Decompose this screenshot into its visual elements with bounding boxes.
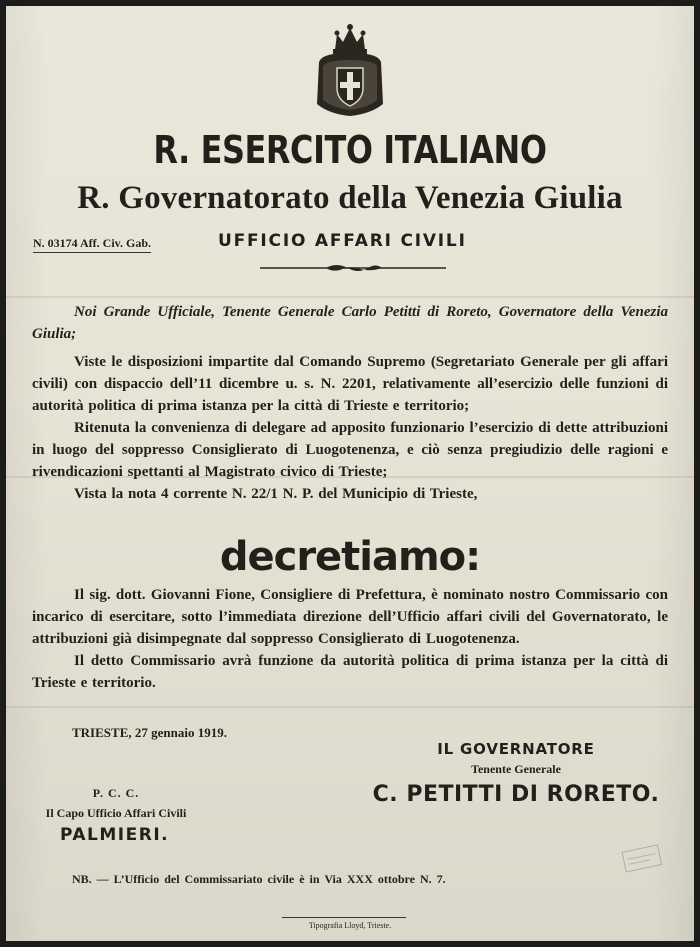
date-line: TRIESTE, 27 gennaio 1919. — [72, 725, 227, 740]
office-chief-signature: PALMIERI. — [60, 825, 170, 845]
intro-text: Noi Grande Ufficiale, Tenente Generale Carlo Petitti di Roreto, Governatore della Venezia Giulia; — [32, 304, 668, 342]
office-chief-role: Il Capo Ufficio Affari Civili — [45, 806, 187, 820]
decree-heading: decretiamo: — [219, 534, 481, 580]
paper-fold — [6, 296, 694, 298]
office-title: UFFICIO AFFARI CIVILI — [218, 231, 467, 251]
consideration-paragraph: Viste le disposizioni impartite dal Comando Supremo (Segretariato Generale per gli affari civili) con dispaccio dell’11 dicembre u. s. N. 2201, relativamente all’esercizio delle funzioni di autorità politica di prima istanza per la città di Trieste e territorio; — [32, 354, 668, 414]
paper-fold — [6, 706, 694, 708]
pcc-label: P. C. C. — [92, 786, 140, 800]
consideration-paragraph: Vista la nota 4 corrente N. 22/1 N. P. del Municipio di Trieste, — [74, 486, 478, 502]
ornament-divider-icon — [260, 263, 446, 273]
address-note: NB. — L’Ufficio del Commissariato civile è in Via XXX ottobre N. 7. — [72, 872, 446, 886]
decree-paragraph: Il detto Commissario avrà funzione da autorità politica di prima istanza per la città di Trieste e territorio. — [32, 653, 668, 691]
printer-rule — [282, 917, 406, 918]
printer-imprint: Tipografia Lloyd, Trieste. — [308, 921, 392, 930]
faded-stamp-icon — [617, 839, 670, 878]
consideration-paragraph: Ritenuta la convenienza di delegare ad apposito funzionario l’esercizio di dette attribuzioni in luogo del soppresso Consiglierato di Luogotenenza, e ciò senza pregiudizio delle ragioni e rivendicazioni spettanti al Magistrato civico di Trieste; — [32, 420, 668, 480]
heading-army: R. ESERCITO ITALIANO — [153, 128, 547, 172]
reference-number: N. 03174 Aff. Civ. Gab. — [33, 236, 151, 253]
decree-paragraph: Il sig. dott. Giovanni Fione, Consigliere di Prefettura, è nominato nostro Commissario con incarico di esercitare, sotto l’immediata direzione dell’Ufficio affari civili del Governatorato, le attribuzioni già disimpegnate dal soppresso Consiglierato di Luogotenenza. — [32, 587, 668, 647]
royal-crest-icon — [313, 22, 387, 118]
heading-governorate: R. Governatorato della Venezia Giulia — [77, 180, 623, 216]
intro-paragraph — [32, 301, 668, 345]
poster-sheet — [6, 6, 694, 941]
considerations — [32, 351, 668, 505]
governor-title: IL GOVERNATORE — [437, 740, 595, 758]
governor-rank: Tenente Generale — [471, 762, 561, 776]
governor-signature: C. PETITTI DI RORETO. — [372, 782, 660, 807]
decree-body — [32, 584, 668, 694]
